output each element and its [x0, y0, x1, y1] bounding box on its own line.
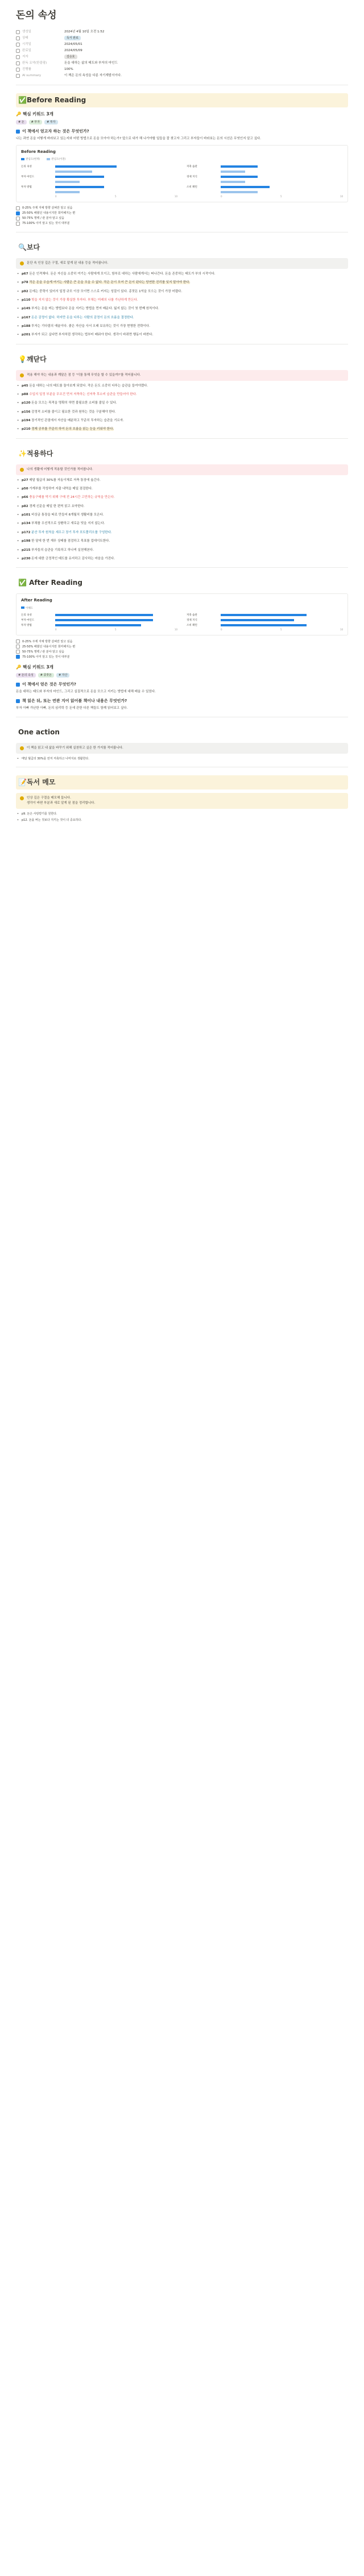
- property-key-label: 생성일: [22, 30, 31, 34]
- tick-label: 5: [114, 194, 117, 198]
- question-1: [16, 682, 348, 688]
- property-key: [16, 48, 64, 53]
- keyword-tag: # 돈: [16, 120, 27, 124]
- page-ref: p145: [22, 307, 31, 311]
- page-ref: p82: [22, 504, 28, 508]
- after-todos: [16, 639, 348, 659]
- property-value-text: 100%: [64, 68, 73, 72]
- note-text: 돈에 대한 긍정적인 태도를 유지하고 감사하는 마음을 가진다.: [31, 556, 115, 560]
- bar-track: [221, 165, 343, 168]
- page-ref: p167: [22, 315, 31, 319]
- keywords-title: 🔑 핵심 키워드 3개: [16, 111, 53, 117]
- page-ref: p45: [22, 384, 28, 388]
- note-block: [16, 521, 348, 526]
- note-text: 작은 돈을 우습게 여기는 사람은 큰 돈을 모을 수 없다. 작은 돈이 모여 큰 돈이 된다는 당연한 진리를 잊지 말아야 한다.: [29, 281, 191, 285]
- keywords-tags: [16, 672, 348, 678]
- todo-item[interactable]: [16, 649, 348, 654]
- todo-label: 50-75% 명백 / 관 분야 알고 싶음: [22, 217, 64, 221]
- note-block: [16, 333, 348, 338]
- note-block: [16, 280, 348, 285]
- category-label: 투자 방법: [21, 185, 32, 189]
- note-text: 비상금 통장을 따로 만들어 6개월치 생활비를 모은다.: [31, 513, 104, 517]
- note-text: 투자는 기다림의 예술이다. 좋은 자산을 사서 오래 보유하는 것이 가장 현명한 전략이다.: [31, 325, 150, 329]
- question-1-answer: 돈을 대하는 태도와 부자의 마인드, 그리고 실질적으로 돈을 모으고 지키는 방법에 대해 배울 수 있었다.: [16, 689, 156, 693]
- tick-label: 0: [221, 628, 222, 631]
- checkbox-icon[interactable]: [16, 222, 20, 226]
- property-icon: [16, 68, 20, 72]
- check-icon: [16, 683, 20, 687]
- category-label: 부자 마인드: [21, 175, 35, 178]
- chart-bar-row: [187, 174, 343, 180]
- property-icon: [16, 43, 20, 47]
- checkbox-icon[interactable]: [16, 645, 20, 649]
- keyword-tag: # 종잣돈: [38, 673, 54, 678]
- zoom-heading: 🔍보다: [18, 243, 40, 251]
- property-tag: 김승호: [64, 55, 77, 59]
- property-key-label: 저자: [22, 55, 28, 59]
- note-block: [16, 513, 348, 518]
- lightbulb-icon: [20, 373, 24, 377]
- property-value-text: 2024년 4월 10일 오전 1:52: [64, 30, 105, 34]
- note-text: 부자들의 습관을 기록하고 하나씩 실천해본다.: [31, 548, 94, 552]
- zoom-callout: 문단 속 인상 깊은 구절, 새로 알게 된 내용 등을 적어봅니다.: [16, 258, 348, 269]
- note-block: [16, 539, 348, 544]
- checkbox-icon[interactable]: [16, 639, 20, 643]
- property-icon: [16, 30, 20, 34]
- property-row: [16, 35, 348, 41]
- chart-column: [187, 613, 343, 631]
- property-row: [16, 48, 348, 54]
- chart-title: After Reading: [21, 598, 52, 603]
- chart-bar-row: [187, 613, 343, 618]
- question-1: [16, 128, 348, 135]
- note-text: 빚을 지지 않는 것이 가장 확실한 투자다. 부채는 미래의 나를 가난하게 만든다.: [31, 298, 138, 302]
- chart-bar-row: [21, 618, 177, 623]
- question-text: 이 책에서 얻고자 하는 것은 무엇인가?: [22, 128, 89, 134]
- property-value-text: 돈을 대하는 삶의 태도와 부자의 마인드: [64, 61, 118, 65]
- note-text: 한 달에 한 번 재무 상태를 점검하고 목표를 업데이트한다.: [31, 539, 110, 543]
- keyword-tag: # 투자: [44, 120, 57, 124]
- chart-column: [21, 164, 177, 198]
- bar-track: [221, 191, 343, 193]
- tick-label: 0: [55, 194, 57, 198]
- question-text: 이 책에서 얻은 것은 무엇인가?: [22, 682, 76, 687]
- properties: [16, 29, 348, 79]
- property-value-text: 2024/05/01: [64, 43, 82, 47]
- note-text: 가계부를 작성하여 지출 내역을 매일 점검한다.: [29, 487, 93, 491]
- property-key-label: 상태: [22, 36, 28, 40]
- todo-label: 0-25% 주제 자체 방향 살펴만 알고 싶음: [22, 206, 73, 210]
- bar-track: [55, 191, 177, 193]
- page-ref: p50: [22, 487, 28, 491]
- chart-column: [21, 613, 177, 631]
- page-ref: p110: [22, 298, 31, 302]
- one-action-heading: One action: [18, 728, 60, 737]
- note-text: 돈을 모으는 목적을 명확히 하면 불필요한 소비를 줄일 수 있다.: [31, 401, 117, 405]
- note-text: 돈을 대하는 나의 태도를 돌아보게 되었다. 작은 돈도 소중히 다루는 습관을 들여야겠다.: [29, 384, 148, 388]
- chart-bar-row: [21, 169, 177, 174]
- note-block: [16, 410, 348, 415]
- chart-bar-row: [21, 164, 177, 169]
- chart-bar-row: [187, 185, 343, 190]
- property-value: [64, 42, 348, 47]
- memo-item: • p9. 돈은 사랑받기를 원한다.: [16, 812, 348, 816]
- keyword-tag: # 돈의 속성: [16, 673, 36, 678]
- note-block: [16, 392, 348, 397]
- chart-title: Before Reading: [21, 149, 56, 155]
- bar-track: [55, 619, 177, 621]
- tick-label: 10: [174, 194, 177, 198]
- property-key-label: 시작일: [22, 43, 31, 47]
- property-value: [64, 73, 348, 78]
- tick-label: 5: [280, 628, 282, 631]
- chart-bar-row: [187, 190, 343, 195]
- note-block: [16, 548, 348, 553]
- bar-track: [221, 176, 343, 178]
- page-ref: p66: [22, 496, 28, 500]
- property-value: [64, 61, 348, 66]
- note-text: 매달 월급의 30%를 자동이체로 저축 통장에 옮긴다.: [29, 478, 101, 482]
- category-label: 경제 지식: [187, 175, 197, 178]
- note-text: 부자가 되고 싶다면 부자처럼 생각하는 법부터 배워야 한다. 생각이 바뀌면 행동이 바뀐다.: [31, 333, 154, 337]
- note-text: 부자는 돈을 버는 방법보다 돈을 지키는 방법을 먼저 배운다. 잃지 않는 것이 첫 번째 원칙이다.: [31, 307, 159, 311]
- category-label: 저축 습관: [187, 165, 197, 168]
- todo-label: 0-25% 주제 자체 방향 살펴만 알고 싶음: [22, 639, 73, 643]
- property-key: [16, 30, 64, 35]
- action-item: • 매달 월급의 30%를 먼저 저축하고 나머지로 생활한다.: [16, 757, 348, 761]
- todo-item[interactable]: [16, 216, 348, 221]
- note-block: [16, 495, 348, 500]
- property-icon: [16, 61, 20, 65]
- category-label: 돈의 속성: [21, 613, 32, 617]
- bar-track: [55, 165, 177, 168]
- page-ref: p198: [22, 539, 31, 543]
- note-text: 돈은 인격체다. 돈은 자신을 소중히 여기는 사람에게 모이고, 함부로 대하는 사람에게서는 떠나간다. 돈을 존중하는 태도가 부의 시작이다.: [29, 272, 216, 276]
- category-label: 부자 마인드: [21, 618, 35, 622]
- property-row: [16, 29, 348, 35]
- bar: [221, 171, 245, 173]
- x-axis: [21, 628, 177, 631]
- todo-label: 50-75% 명백 / 관 분야 알고 싶음: [22, 650, 64, 654]
- question-2: [16, 698, 348, 704]
- question-1-answer: 나는 과연 돈을 어떻게 바라보고 있는지와 어떤 방법으로 돈을 모아야 하는가? 앞으로 내가 해 나가야할 일들을 잘 찾고자 그리고 부자들이 바라보는 돈의 시선은 무엇인지 알고 싶다.: [16, 137, 261, 141]
- bar-track: [221, 624, 343, 626]
- bar: [55, 176, 104, 178]
- chart-bar-row: [21, 185, 177, 190]
- realize-heading: 💡깨닫다: [18, 355, 47, 363]
- page-ref: p120: [22, 401, 31, 405]
- note-block: [16, 418, 348, 423]
- bar-track: [221, 171, 343, 173]
- keyword-tag: # 부자: [29, 120, 42, 124]
- note-block: [16, 324, 348, 329]
- property-key: [16, 36, 64, 41]
- lightbulb-icon: [20, 261, 24, 265]
- page-ref: p88: [22, 393, 28, 397]
- property-key: [16, 67, 64, 72]
- legend-item: 관심도(이전): [47, 157, 65, 161]
- note-block: [16, 306, 348, 311]
- property-icon: [16, 74, 20, 78]
- bar: [221, 176, 258, 178]
- property-row: [16, 67, 348, 73]
- todo-item[interactable]: [16, 206, 348, 211]
- note-block: [16, 478, 348, 483]
- bar: [221, 165, 258, 168]
- note-text: 돈은 감정이 없다. 하지만 돈을 다루는 사람의 감정이 돈의 흐름을 결정한다.: [31, 315, 134, 319]
- note-block: [16, 401, 348, 406]
- keywords-title: 🔑 핵심 키워드 3개: [16, 664, 53, 670]
- page-ref: p67: [22, 272, 28, 276]
- property-row: [16, 73, 348, 79]
- checkbox-icon[interactable]: [16, 206, 20, 210]
- category-label: 돈의 속성: [21, 165, 32, 168]
- page: [0, 0, 364, 836]
- before-todos: [16, 206, 348, 226]
- tick-label: 10: [340, 628, 343, 631]
- bar: [55, 619, 153, 621]
- legend-item: 관심도(현재): [21, 157, 40, 161]
- page-ref: p215: [22, 548, 31, 552]
- todo-label: 25-50% 배웠던 내용이지만 희미해지는 편: [22, 211, 76, 215]
- checkbox-icon[interactable]: [16, 655, 20, 659]
- note-block: [16, 530, 348, 535]
- property-value: [64, 30, 348, 35]
- checkbox-icon[interactable]: [16, 217, 20, 221]
- page-ref: p134: [22, 522, 31, 526]
- chart-bar-row: [21, 190, 177, 195]
- todo-item[interactable]: [16, 221, 348, 226]
- property-value-text: 2024/05/09: [64, 49, 82, 53]
- x-axis: [187, 195, 343, 198]
- apply-heading: ✨적용하다: [18, 449, 53, 458]
- note-text: 경제 신문을 매일 한 편씩 읽고 요약한다.: [29, 504, 85, 508]
- bar: [55, 181, 80, 183]
- note-block: [16, 487, 348, 492]
- lightbulb-icon: [20, 746, 24, 750]
- one-action-items: [16, 757, 348, 761]
- todo-item[interactable]: [16, 654, 348, 659]
- note-block: [16, 272, 348, 277]
- property-icon: [16, 49, 20, 53]
- bar: [55, 165, 117, 168]
- page-ref: p210: [22, 427, 31, 431]
- chart-bar-row: [21, 613, 177, 618]
- memo-heading: 📝독서 메모: [16, 775, 348, 790]
- bar: [221, 624, 307, 626]
- todo-label: 75-100% 이미 알고 있는 것이 대부분: [22, 655, 70, 659]
- after-chart: [16, 593, 348, 635]
- after-heading: ✅ After Reading: [18, 579, 82, 587]
- bar: [55, 614, 153, 616]
- note-text: 감정적 소비를 줄이고 필요한 것과 원하는 것을 구분해야 한다.: [31, 410, 116, 414]
- property-row: [16, 60, 348, 67]
- legend-item: 이해도: [21, 606, 33, 610]
- note-text: 충동구매를 막기 위해 구매 전 24시간 고민하는 규칙을 만든다.: [29, 496, 115, 500]
- divider: [16, 438, 348, 439]
- chart-legend: [21, 606, 343, 610]
- chart-bar-row: [21, 623, 177, 628]
- bar-track: [221, 619, 343, 621]
- todo-item[interactable]: [16, 644, 348, 649]
- page-ref: p156: [22, 410, 31, 414]
- page-ref: p201: [22, 333, 31, 337]
- property-icon: [16, 55, 20, 59]
- property-key-label: 완독 요약(한줄평): [22, 61, 47, 65]
- bar-track: [55, 176, 177, 178]
- tick-label: 5: [280, 194, 282, 198]
- chart-bars: [21, 613, 343, 631]
- page-ref: p101: [22, 513, 31, 517]
- note-block: [16, 427, 348, 432]
- note-block: [16, 384, 348, 389]
- realize-callout: 적용 해야 하는 내용과 깨달은 점 등 '이를 통해 무엇을 할 수 있을까?'를 적어봅니다.: [16, 370, 348, 381]
- tick-label: 10: [174, 628, 177, 631]
- chart-column: [187, 164, 343, 198]
- chart-legend: [21, 157, 343, 161]
- property-value-text: 이 책은 돈의 속성을 다룬 자기계발서이다.: [64, 74, 122, 78]
- bar-track: [55, 181, 177, 183]
- note-block: [16, 556, 348, 562]
- bar: [55, 186, 104, 188]
- note-text: 장기적인 관점에서 자산을 배분하고 꾸준히 투자하는 습관을 기르자.: [31, 419, 124, 423]
- callout-line: 생각이 바뀐 부분과 새로 알게 된 점을 정리합니다.: [27, 801, 96, 805]
- chart-bar-row: [21, 180, 177, 185]
- callout-line: 인상 깊은 구절을 메모해 둡니다.: [27, 796, 71, 800]
- bar-track: [55, 186, 177, 188]
- checkbox-icon[interactable]: [16, 211, 20, 215]
- bar-track: [221, 186, 343, 188]
- category-label: 소비 패턴: [187, 624, 197, 627]
- property-tag: 독서 완료: [64, 36, 81, 40]
- tick-label: 0: [55, 628, 57, 631]
- bar: [221, 191, 258, 193]
- property-key: [16, 55, 64, 60]
- page-ref: p92: [22, 289, 28, 293]
- note-block: [16, 504, 348, 509]
- question-text: 책 읽은 뒤, 또는 연관 지어 읽어볼 책이나 내용은 무엇인가?: [22, 698, 127, 703]
- chart-bar-row: [187, 618, 343, 623]
- keywords-tags: [16, 119, 348, 125]
- page-ref: p172: [22, 530, 31, 534]
- check-icon: [16, 130, 20, 134]
- property-key: [16, 61, 64, 66]
- tick-label: 5: [114, 628, 117, 631]
- bar: [55, 624, 141, 626]
- question-2-answer: 부자 아빠 가난한 아빠, 돈의 심리학 등 돈에 관한 다른 책들도 함께 읽어보고 싶다.: [16, 707, 128, 711]
- chart-bars: [21, 164, 343, 198]
- page-ref: p27: [22, 478, 28, 482]
- bar: [221, 614, 307, 616]
- page-ref: p188: [22, 325, 31, 329]
- chart-bar-row: [21, 174, 177, 180]
- tick-label: 10: [340, 194, 343, 198]
- chart-bar-row: [187, 623, 343, 628]
- todo-item[interactable]: [16, 211, 348, 216]
- property-key-label: AI summary: [22, 74, 42, 78]
- note-text: 경제 공부를 꾸준히 하여 돈의 흐름을 읽는 눈을 키워야 한다.: [31, 427, 114, 431]
- chart-bar-row: [187, 164, 343, 169]
- bar-track: [55, 614, 177, 616]
- memo-items: [16, 812, 348, 822]
- category-label: 소비 패턴: [187, 185, 197, 189]
- bar: [221, 619, 294, 621]
- page-ref: p230: [22, 556, 31, 560]
- note-block: [16, 289, 348, 294]
- todo-label: 75-100% 이미 알고 있는 것이 대부분: [22, 222, 70, 226]
- bar-track: [221, 181, 343, 183]
- chart-bar-row: [187, 169, 343, 174]
- property-key-label: 완료일: [22, 49, 31, 53]
- property-row: [16, 41, 348, 48]
- before-heading: ✅Before Reading: [16, 93, 348, 107]
- apply-blocks: [16, 478, 348, 562]
- property-value: [64, 67, 348, 72]
- bar-track: [55, 624, 177, 626]
- category-label: 경제 지식: [187, 618, 197, 622]
- bar: [55, 171, 92, 173]
- x-axis: [21, 195, 177, 198]
- keyword-tag: # 자산: [56, 673, 69, 678]
- note-block: [16, 298, 348, 303]
- zoom-blocks: [16, 272, 348, 338]
- tick-label: 0: [221, 194, 222, 198]
- note-text: 수입의 일정 부분을 무조건 먼저 저축하는 선저축 후소비 습관을 만들어야 한다.: [29, 393, 137, 397]
- realize-blocks: [16, 384, 348, 433]
- apply-callout: 나의 생활에 어떻게 적용할 것인가를 적어봅니다.: [16, 464, 348, 475]
- memo-item: • p12. 돈을 버는 것보다 지키는 것이 더 중요하다.: [16, 818, 348, 822]
- page-ref: p194: [22, 419, 31, 423]
- note-text: 분산 투자 원칙을 세우고 장기 투자 포트폴리오를 구성한다.: [31, 530, 112, 534]
- chart-bar-row: [187, 180, 343, 185]
- property-value: [64, 55, 348, 60]
- bar: [221, 181, 245, 183]
- property-key: [16, 42, 64, 47]
- before-chart: [16, 145, 348, 202]
- property-key: [16, 73, 64, 78]
- property-icon: [16, 36, 20, 40]
- bar-track: [55, 171, 177, 173]
- bar: [55, 191, 80, 193]
- bar-track: [221, 614, 343, 616]
- check-icon: [16, 699, 20, 703]
- lightbulb-icon: [20, 468, 24, 472]
- page-ref: p78: [22, 281, 28, 285]
- note-text: 부채를 우선적으로 상환하고 새로운 빚을 지지 않는다.: [31, 522, 105, 526]
- category-label: 저축 습관: [187, 613, 197, 617]
- page-title: 돈의 속성: [16, 10, 57, 21]
- todo-item[interactable]: [16, 639, 348, 644]
- note-text: 돈에는 중력이 있어서 일정 규모 이상 모이면 스스로 커지는 성질이 있다. 종잣돈 1억을 모으는 것이 가장 어렵다.: [29, 289, 183, 293]
- memo-callout: [16, 793, 348, 809]
- x-axis: [187, 628, 343, 631]
- category-label: 투자 방법: [21, 624, 32, 627]
- one-action-callout: 이 책을 읽고 내 삶을 바꾸기 위해 실천하고 싶은 한 가지를 적어봅니다.: [16, 743, 348, 754]
- checkbox-icon[interactable]: [16, 650, 20, 654]
- note-block: [16, 315, 348, 321]
- property-row: [16, 54, 348, 60]
- bar: [221, 186, 270, 188]
- property-value: [64, 36, 348, 41]
- property-value: [64, 48, 348, 53]
- todo-label: 25-50% 배웠던 내용이지만 희미해지는 편: [22, 645, 76, 649]
- divider: [16, 567, 348, 568]
- lightbulb-icon: [20, 796, 24, 800]
- property-key-label: 진행률: [22, 68, 31, 72]
